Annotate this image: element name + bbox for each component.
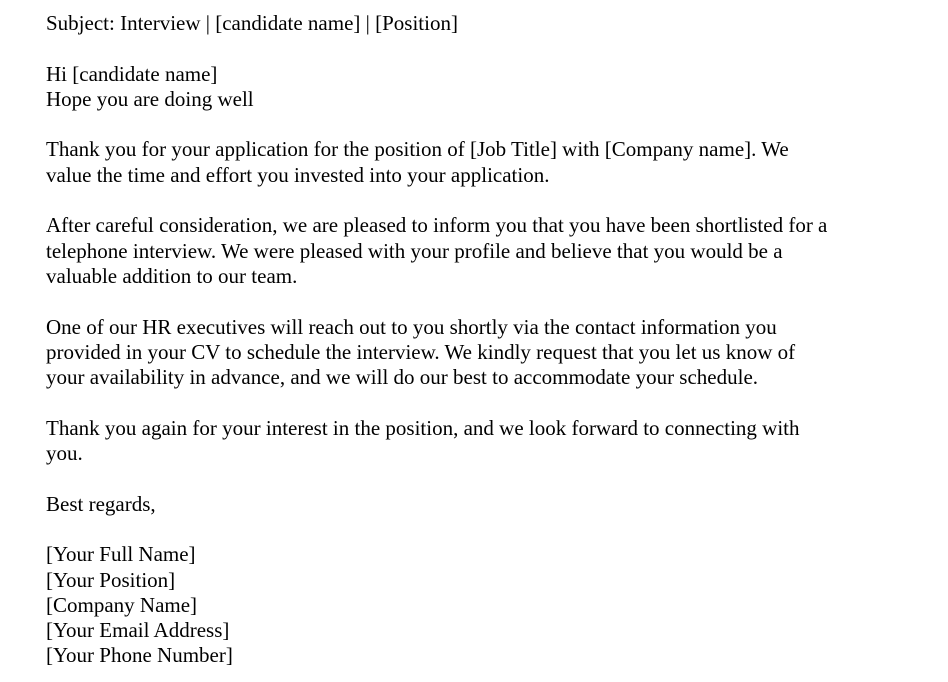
blank-line: [46, 36, 906, 61]
paragraph-line: value the time and effort you invested into your application.: [46, 162, 550, 187]
paragraph-line: your availability in advance, and we will do our best to accommodate your schedule.: [46, 365, 759, 390]
paragraph-line: One of our HR executives will reach out to you shortly via the contact information you: [46, 314, 777, 339]
blank-line: [46, 112, 906, 137]
paragraph-line: After careful consideration, we are pleased to inform you that you have been shortlisted for a: [46, 213, 828, 238]
email-closing: Best regards,: [46, 491, 156, 516]
blank-line: [46, 188, 906, 213]
email-wellwish: Hope you are doing well: [46, 86, 254, 111]
paragraph-line: valuable addition to our team.: [46, 263, 298, 288]
signature-position: [Your Position]: [46, 567, 176, 592]
signature-phone: [Your Phone Number]: [46, 643, 233, 668]
paragraph-scheduling: [46, 315, 906, 391]
paragraph-application-thanks: [46, 137, 906, 188]
paragraph-line: Thank you for your application for the position of [Job Title] with [Company name]. We: [46, 137, 789, 162]
blank-line: [46, 466, 906, 491]
email-subject: Subject: Interview | [candidate name] | [Position]: [46, 11, 458, 35]
email-document: [46, 11, 906, 669]
signature-full-name: [Your Full Name]: [46, 542, 196, 567]
paragraph-closing-thanks: [46, 416, 906, 467]
blank-line: [46, 517, 906, 542]
paragraph-line: you.: [46, 441, 83, 466]
paragraph-line: provided in your CV to schedule the interview. We kindly request that you let us know of: [46, 339, 796, 364]
paragraph-line: Thank you again for your interest in the position, and we look forward to connecting with: [46, 415, 800, 440]
paragraph-line: telephone interview. We were pleased with your profile and believe that you would be a: [46, 238, 783, 263]
signature-block: [46, 542, 906, 668]
paragraph-shortlisted: [46, 213, 906, 289]
signature-email: [Your Email Address]: [46, 618, 230, 643]
blank-line: [46, 390, 906, 415]
blank-line: [46, 289, 906, 314]
email-greeting: Hi [candidate name]: [46, 61, 218, 86]
signature-company: [Company Name]: [46, 592, 198, 617]
